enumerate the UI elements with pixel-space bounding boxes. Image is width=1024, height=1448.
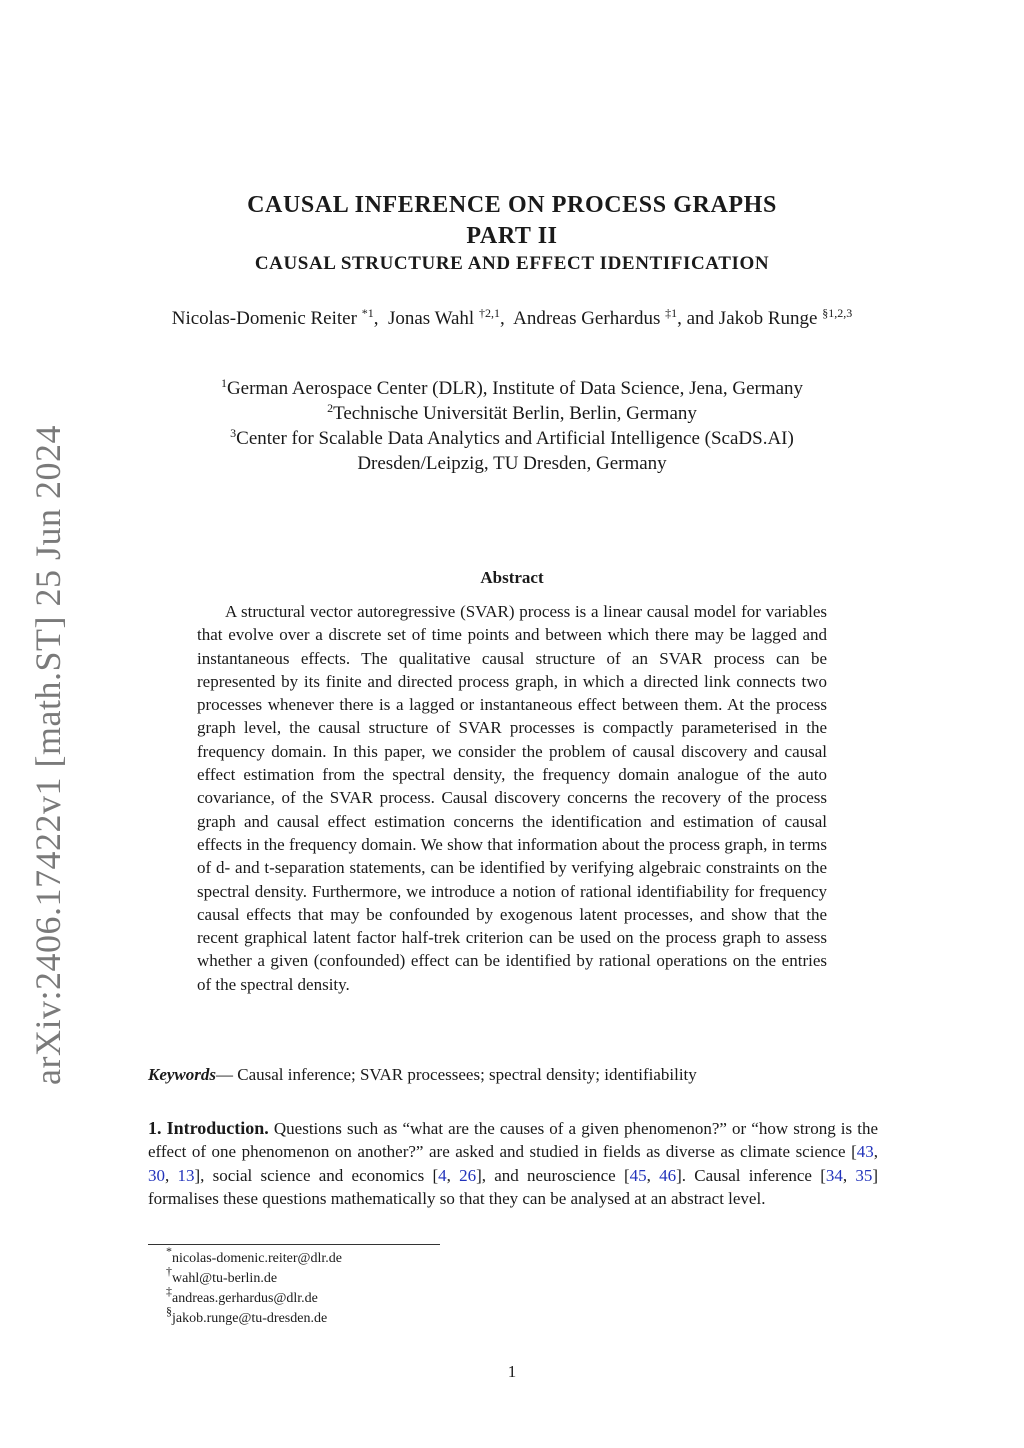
intro-text: Questions such as “what are the causes of a given phenomenon?” or “how strong is the effect of one phenomenon on another?” are asked and studied in fields as diverse as climate science [	[148, 1119, 878, 1162]
footnote-mark: †	[166, 1264, 172, 1278]
intro-text: ], social science and economics [	[194, 1165, 439, 1185]
introduction-section	[148, 1117, 878, 1210]
author-mark: §1,2,3	[822, 306, 853, 320]
keywords-label: Keywords	[148, 1065, 216, 1084]
author-name: Jakob Runge	[718, 308, 818, 329]
footnote-email: wahl@tu-berlin.de	[172, 1271, 278, 1286]
affiliation-text: Center for Scalable Data Analytics and Artificial Intelligence (ScaDS.AI)	[236, 428, 794, 449]
affiliation-text: German Aerospace Center (DLR), Institute of Data Science, Jena, Germany	[226, 378, 804, 399]
author-name: Andreas Gerhardus	[513, 308, 661, 329]
citation-link[interactable]: 45	[629, 1165, 647, 1185]
author-mark: †2,1	[478, 306, 500, 320]
citation-link[interactable]: 46	[659, 1165, 677, 1185]
author-name: Nicolas-Domenic Reiter	[171, 308, 357, 329]
footnote-email: jakob.runge@tu-dresden.de	[172, 1311, 328, 1326]
affiliation-mark: 3	[230, 426, 237, 440]
footnote	[166, 1264, 342, 1289]
section-number: 1.	[148, 1118, 162, 1138]
footnote	[166, 1244, 342, 1269]
page-number: 1	[507, 1362, 517, 1381]
footnote-mark: *	[166, 1244, 172, 1258]
author-mark: ‡1	[665, 306, 678, 320]
affiliation	[150, 426, 874, 451]
footnote	[166, 1304, 342, 1329]
author-connector: and	[686, 308, 715, 329]
footnote-email: nicolas-domenic.reiter@dlr.de	[172, 1251, 342, 1266]
citation-link[interactable]: 26	[459, 1165, 477, 1185]
affiliation-text: Dresden/Leipzig, TU Dresden, Germany	[357, 453, 667, 474]
footnote-mark: §	[166, 1304, 172, 1318]
paper-title-line-2: PART II	[466, 223, 558, 249]
citation-link[interactable]: 43	[856, 1142, 874, 1162]
citation-link[interactable]: 30	[148, 1165, 165, 1185]
footnote-list	[166, 1244, 342, 1329]
affiliation-mark: 2	[327, 401, 334, 415]
author-list: Nicolas-Domenic Reiter $^{*1}$, Jonas Wahl $^{\dagger 2,1}$, Andreas Gerhardus $^{\ddagger 1}$, and Jakob Runge $^{\S 1,2,3}$	[171, 306, 853, 329]
abstract-heading: Abstract	[480, 568, 544, 587]
intro-text: ,	[646, 1165, 660, 1185]
paper-title-line-1: CAUSAL INFERENCE ON PROCESS GRAPHS	[247, 192, 777, 218]
citation-link[interactable]: 13	[177, 1165, 195, 1185]
keywords	[148, 1064, 878, 1086]
intro-text: ,	[165, 1165, 178, 1185]
author-name: Jonas Wahl	[387, 308, 475, 329]
affiliation-mark: 1	[220, 376, 227, 390]
keywords-text: — Causal inference; SVAR processees; spectral density; identifiability	[216, 1065, 697, 1084]
arxiv-stamp-text: arXiv:2406.17422v1 [math.ST] 25 Jun 2024	[28, 425, 69, 1085]
intro-text: ,	[446, 1165, 460, 1185]
arxiv-stamp	[18, 425, 78, 1085]
affiliation	[150, 376, 874, 401]
intro-text: ,	[873, 1142, 878, 1162]
affiliation-list	[150, 376, 874, 476]
footnote-mark: ‡	[166, 1284, 172, 1298]
title-block	[150, 190, 874, 276]
intro-text: ,	[842, 1165, 856, 1185]
author-mark: *1	[361, 306, 374, 320]
citation-link[interactable]: 34	[825, 1165, 843, 1185]
affiliation	[150, 451, 874, 476]
abstract-body: A structural vector autoregressive (SVAR) process is a linear causal model for variables that evolve over a discrete set of time points and between which there may be lagged and instantaneous effects. The qualitative causal structure of an SVAR process can be represented by its finite and directed process graph, in which a directed link connects two processes whenever there is a lagged or instantaneous effect between them. At the process graph level, the causal structure of SVAR processes is compactly parameterised in the frequency domain. In this paper, we consider the problem of causal discovery and causal effect estimation from the spectral density, the frequency domain analogue of the auto covariance, of the SVAR process. Causal discovery concerns the recovery of the process graph and causal effect estimation concerns the identification and estimation of causal effects in the frequency domain. We show that information about the process graph, in terms of d- and t-separation statements, can be identified by verifying algebraic constraints on the spectral density. Furthermore, we introduce a notion of rational identifiability for frequency causal effects that may be confounded by exogenous latent processes, and show that the recent graphical latent factor half-trek criterion can be used on the process graph to assess whether a given (confounded) effect can be identified by rational operations on the entries of the spectral density.	[197, 602, 827, 994]
intro-text: ], and neuroscience [	[476, 1165, 630, 1185]
footnote-email: andreas.gerhardus@dlr.de	[172, 1291, 318, 1306]
citation-link[interactable]: 35	[855, 1165, 873, 1185]
paper-subtitle: CAUSAL STRUCTURE AND EFFECT IDENTIFICATION	[254, 253, 770, 274]
affiliation	[150, 401, 874, 426]
footnote	[166, 1284, 342, 1309]
footnote-rule	[148, 1244, 440, 1245]
section-title: Introduction.	[166, 1118, 269, 1138]
intro-text: ] formalises these questions mathematically so that they can be analysed at an abstract level.	[148, 1165, 879, 1208]
citation-link[interactable]: 4	[438, 1165, 447, 1185]
affiliation-text: Technische Universität Berlin, Berlin, Germany	[333, 403, 697, 424]
intro-text: ]. Causal inference [	[676, 1165, 826, 1185]
